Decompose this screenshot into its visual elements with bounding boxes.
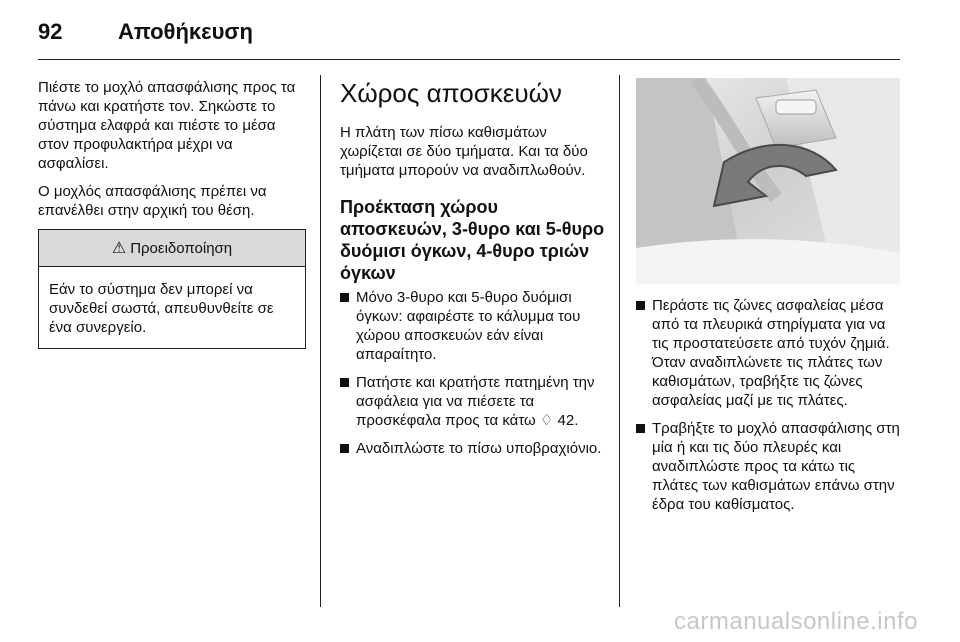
warning-text: Εάν το σύστημα δεν μπορεί να συνδεθεί σωστά, απευθυνθείτε σε ένα συνεργείο. — [49, 281, 274, 336]
paragraph-lever-return: Ο μοχλός απασφάλισης πρέπει να επανέλθει στην αρχική του θέση. — [38, 183, 267, 219]
column-divider-left — [320, 75, 321, 607]
right-column — [636, 296, 904, 523]
warning-box — [38, 229, 306, 349]
page-header — [0, 0, 960, 62]
section-title: Χώρος αποσκευών — [340, 78, 562, 108]
subsection-title: Προέκταση χώρου αποσκευών, 3-θυρο και 5-θυρο δυόμισι όγκων, 4-θυρο τριών όγκων — [340, 197, 605, 283]
instruction-list — [636, 296, 904, 514]
warning-triangle-icon: ⚠ — [111, 239, 127, 257]
page-title: Αποθήκευση — [118, 19, 253, 44]
page-number: 92 — [38, 19, 63, 44]
seat-fold-illustration-icon — [636, 78, 900, 284]
list-item: Τραβήξτε το μοχλό απασφάλισης στη μία ή και τις δύο πλευρές και αναδιπλώστε προς τα κάτω τις πλάτες των καθισμάτων επάνω στην έδρα του καθίσματος. — [636, 419, 904, 514]
watermark: carmanualsonline.info — [674, 608, 918, 635]
paragraph-release-lever: Πιέστε το μοχλό απασφάλισης προς τα πάνω και κρατήστε τον. Σηκώστε το σύστημα ελαφρά και πιέστε το μέσα στον προφυλακτήρα μέχρι να ασφαλίσει. — [38, 79, 296, 172]
middle-column — [340, 78, 605, 467]
warning-title: Προειδοποίηση — [130, 239, 233, 257]
seat-illustration-svg — [636, 78, 900, 284]
warning-header — [39, 230, 305, 267]
section-intro: Η πλάτη των πίσω καθισμάτων χωρίζεται σε δύο τμήματα. Και τα δύο τμήματα μπορούν να αναδιπλωθούν. — [340, 124, 588, 179]
column-divider-right — [619, 75, 620, 607]
left-column — [38, 78, 306, 349]
list-item: Πατήστε και κρατήστε πατημένη την ασφάλεια για να πιέσετε τα προσκέφαλα προς τα κάτω ♢ 42. — [340, 373, 605, 430]
header-divider — [38, 59, 900, 60]
list-item: Περάστε τις ζώνες ασφαλείας μέσα από τα πλευρικά στηρίγματα για να τις προστατεύσετε από τυχόν ζημιά. Όταν αναδιπλώνετε τις πλάτες των καθισμάτων, τραβήξτε τις ζώνες ασφαλείας μαζί με τις πλάτες. — [636, 296, 904, 410]
list-item: Μόνο 3-θυρο και 5-θυρο δυόμισι όγκων: αφαιρέστε το κάλυμμα του χώρου αποσκευών εάν είναι απαραίτητο. — [340, 288, 605, 364]
instruction-list — [340, 288, 605, 458]
list-item: Αναδιπλώστε το πίσω υποβραχιόνιο. — [340, 439, 605, 458]
